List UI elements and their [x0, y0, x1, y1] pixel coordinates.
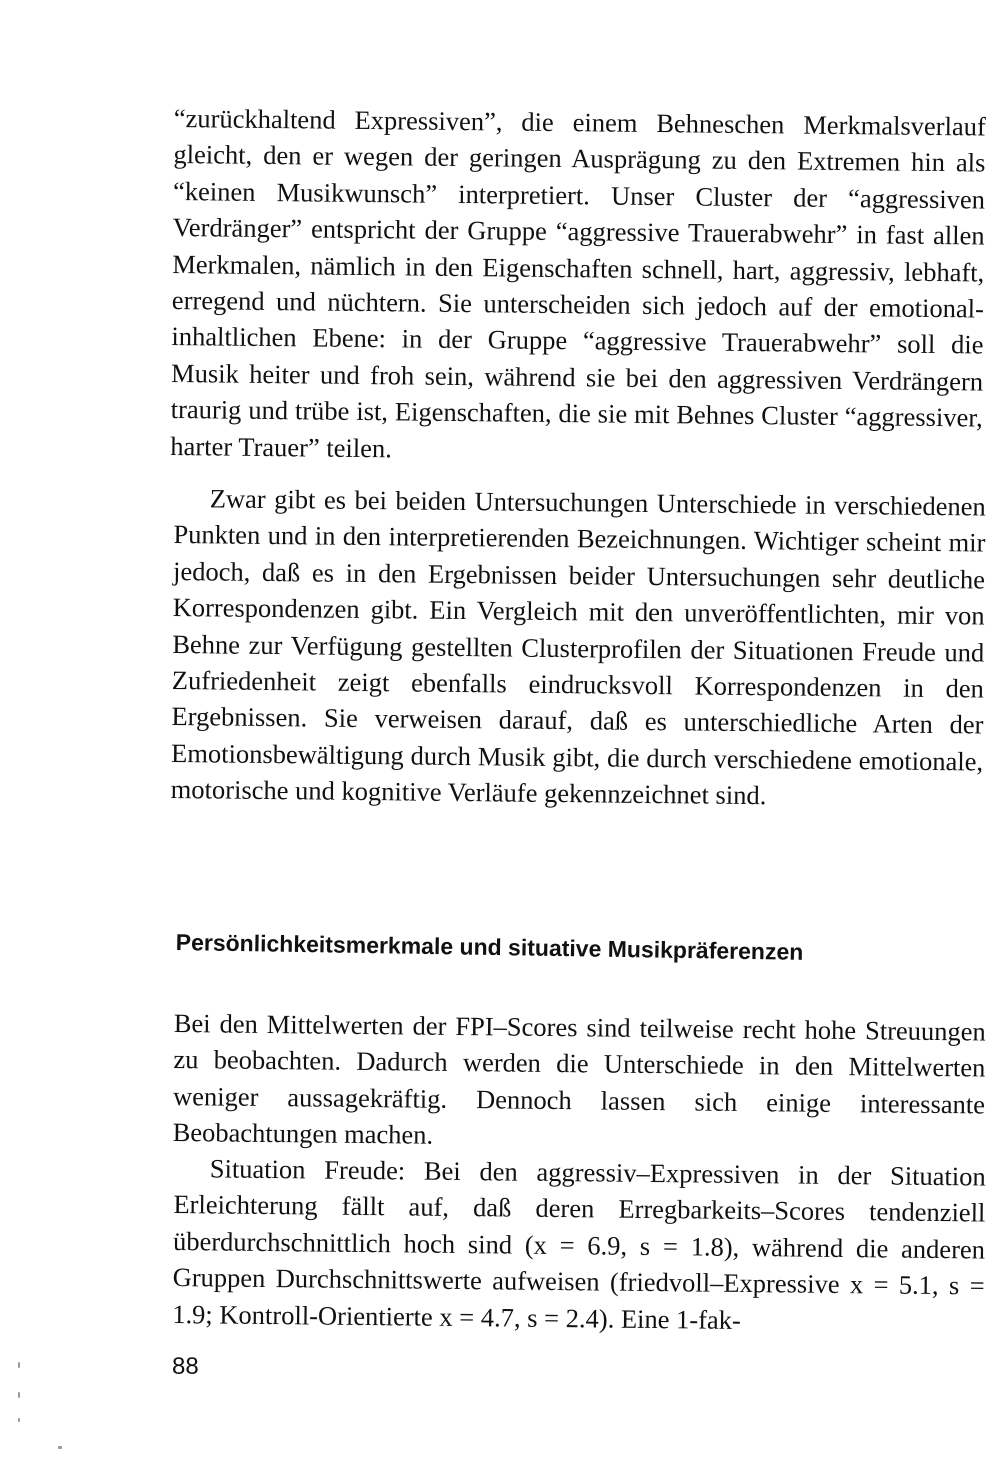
- paragraph-situation-freude: [172, 1150, 986, 1341]
- paragraph-text: “zurückhaltend Expressiven”, die einem Behneschen Merkmalsverlauf gleicht, den er wegen der geringen Ausprägung zu den Extremen hin als “keinen Musikwunsch” interpretiert. Unser Cluster der “aggressiven Verdränger” entspricht der Gruppe “aggressive Trauerabwehr” in fast allen Merkmalen, nämlich in den Eigenschaften schnell, hart, aggressiv, lebhaft, erregend und nüchtern. Sie unterscheiden sich jedoch auf der emotional-inhaltlichen Ebene: in der Gruppe “aggressive Trauerabwehr” soll die Musik heiter und froh sein, während sie bei den aggressiven Verdrängern traurig und trübe ist, Eigenschaften, die sie mit Behnes Cluster “aggressiver, harter Trauer” teilen.: [170, 102, 986, 463]
- paragraph-cluster-comparison: [170, 100, 986, 473]
- scan-speck: [58, 1446, 62, 1449]
- scan-speck: [18, 1362, 20, 1368]
- section-heading: Persönlichkeitsmerkmale und situative Musikpräferenzen: [175, 928, 804, 965]
- paragraph-correspondences: [171, 480, 986, 816]
- paragraph-fpi-scores: [172, 1005, 985, 1159]
- scan-speck: [18, 1418, 20, 1422]
- page-number: 88: [172, 1353, 199, 1380]
- paragraph-text: Bei den Mittelwerten der FPI–Scores sind teilweise recht hohe Streuungen zu beobachten. Dadurch werden die Unterschiede in den Mittelwerten weniger aussagekräftig. Dennoch lassen sich einige interessante Beobachtungen machen.: [172, 1007, 986, 1150]
- paragraph-text: Zwar gibt es bei beiden Untersuchungen Unterschiede in verschiedenen Punkten und in den interpretierenden Bezeichnungen. Wichtiger scheint mir jedoch, daß es in den Ergebnissen beider Untersuchungen sehr deutliche Korrespondenzen gibt. Ein Vergleich mit den unveröffentlichten, mir von Behne zur Verfügung gestellten Clusterprofilen der Situationen Freude und Zufriedenheit zeigt ebenfalls eindrucksvoll Korrespondenzen in den Ergebnissen. Sie verweisen darauf, daß es unterschiedliche Arten der Emotionsbewältigung durch Musik gibt, die durch verschiedene emotionale, motorische und kognitive Verläufe gekennzeichnet sind.: [170, 483, 986, 811]
- paragraph-text: Situation Freude: Bei den aggressiv–Expressiven in der Situation Erleichterung fällt auf, daß deren Erregbarkeits–Scores tendenziell überdurchschnittlich hoch sind (x = 6.9, s = 1.8), während die anderen Gruppen Durchschnittswerte aufweisen (friedvoll–Expressive x = 5.1, s = 1.9; Kontroll-Orientierte x = 4.7, s = 2.4). Eine 1-fak-: [172, 1153, 986, 1335]
- scan-speck: [18, 1392, 20, 1398]
